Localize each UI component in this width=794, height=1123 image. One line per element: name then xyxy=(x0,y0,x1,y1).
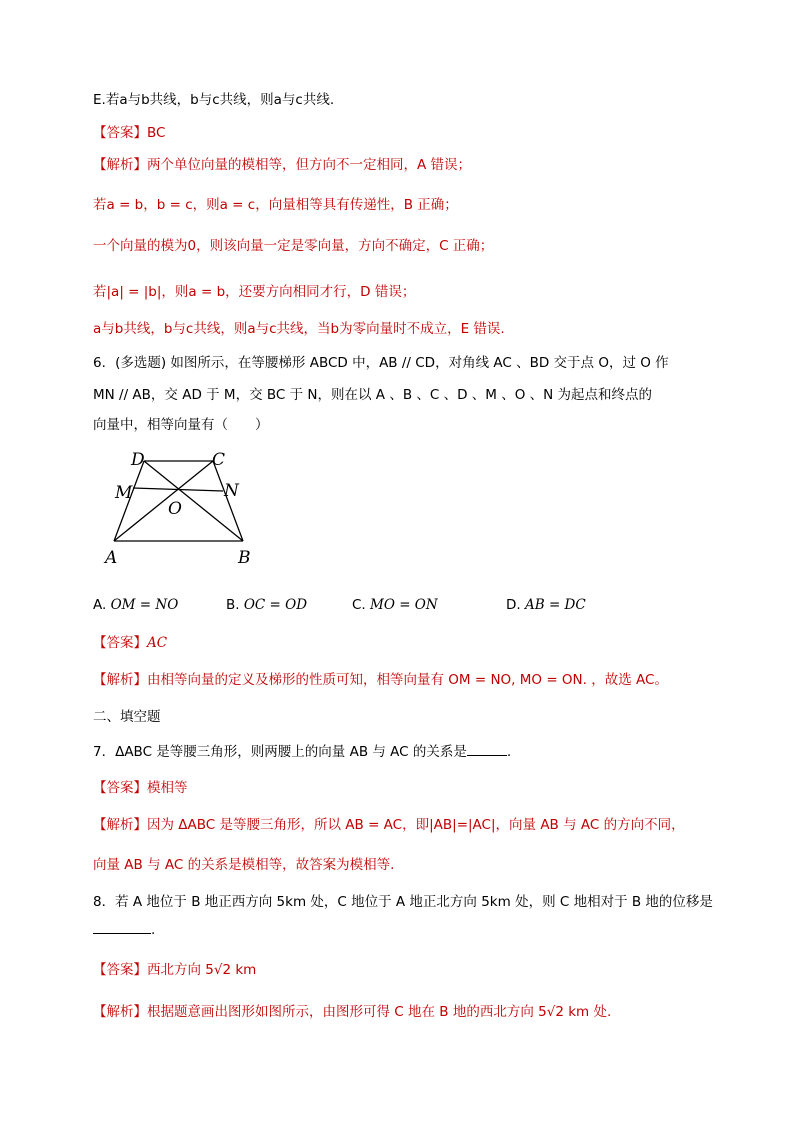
answer-label: 【答案】 xyxy=(93,962,147,978)
option-a-text: OM = NO xyxy=(110,597,179,613)
option-b-key: B. xyxy=(226,597,240,613)
analysis-5-b: 若a = b，b = c，则a = c，向量相等具有传递性，B 正确； xyxy=(93,197,458,213)
answer-5 xyxy=(93,121,165,141)
analysis-7-a xyxy=(93,813,685,833)
option-c-key: C. xyxy=(352,597,366,613)
label-a: A xyxy=(105,548,118,568)
answer-8 xyxy=(93,958,256,978)
section-heading: 二、填空题 xyxy=(93,709,161,725)
option-e-line: E.若a与b共线，b与c共线，则a与c共线. xyxy=(93,92,335,108)
analysis-label: 【解析】 xyxy=(93,672,147,688)
analysis-5-a-text: 两个单位向量的模相等，但方向不一定相同，A 错误； xyxy=(147,157,472,173)
option-c xyxy=(352,597,438,613)
q8-stem: 8．若 A 地位于 B 地正西方向 5km 处，C 地位于 A 地正北方向 5km 处，则 C 地相对于 B 地的位移是 xyxy=(93,894,713,910)
option-a-key: A. xyxy=(93,597,107,613)
analysis-5-d: 若|a| = |b|，则a = b，还要方向相同才行，D 错误； xyxy=(93,284,416,300)
q8-blank xyxy=(93,933,151,934)
q7-stem-text: 7．ΔABC 是等腰三角形，则两腰上的向量 AB 与 AC 的关系是 xyxy=(93,744,467,760)
answer-7 xyxy=(93,776,188,796)
label-n: N xyxy=(224,481,239,501)
analysis-8 xyxy=(93,1000,611,1020)
answer-label: 【答案】 xyxy=(93,125,147,141)
q7-stem: 7．ΔABC 是等腰三角形，则两腰上的向量 AB 与 AC 的关系是 . xyxy=(93,744,512,760)
label-m: M xyxy=(115,483,133,503)
analysis-5-e: a与b共线，b与c共线，则a与c共线，当b为零向量时不成立，E 错误. xyxy=(93,321,505,337)
analysis-6 xyxy=(93,668,668,688)
label-d: D xyxy=(131,450,145,470)
label-b: B xyxy=(238,548,251,568)
q8-blank-line: . xyxy=(93,922,155,938)
answer-5-value: BC xyxy=(147,125,166,141)
option-b-text: OC = OD xyxy=(243,597,308,613)
answer-8-value: 西北方向 5√2 km xyxy=(147,962,257,978)
q7-blank xyxy=(467,755,507,756)
q6-stem-2: MN // AB，交 AD 于 M，交 BC 于 N，则在以 A 、B 、C 、D 、M 、O 、N 为起点和终点的 xyxy=(93,387,653,403)
analysis-6-text: 由相等向量的定义及梯形的性质可知，相等向量有 OM = NO, MO = ON. ，故选 AC。 xyxy=(147,672,668,688)
analysis-8-text: 根据题意画出图形如图所示，由图形可得 C 地在 B 地的西北方向 5√2 km 处. xyxy=(147,1004,612,1020)
option-d-key: D. xyxy=(506,597,521,613)
answer-label: 【答案】 xyxy=(93,780,147,796)
analysis-5-c: 一个向量的模为0，则该向量一定是零向量，方向不确定，C 正确； xyxy=(93,238,494,254)
trapezoid-figure xyxy=(100,445,270,570)
answer-7-value: 模相等 xyxy=(147,780,188,796)
option-c-text: MO = ON xyxy=(370,597,438,613)
option-d-text: AB = DC xyxy=(524,597,586,613)
label-o: O xyxy=(168,499,182,519)
analysis-5-a xyxy=(93,153,471,173)
option-d xyxy=(506,597,586,613)
option-a xyxy=(93,597,178,613)
q6-stem-1: 6．(多选题) 如图所示，在等腰梯形 ABCD 中，AB // CD，对角线 AC 、BD 交于点 O，过 O 作 xyxy=(93,355,669,371)
answer-label: 【答案】 xyxy=(93,635,147,651)
analysis-label: 【解析】 xyxy=(93,157,147,173)
analysis-7-a-text: 因为 ΔABC 是等腰三角形，所以 AB = AC，即|AB|=|AC|，向量 AB 与 AC 的方向不同， xyxy=(147,817,685,833)
analysis-7-b: 向量 AB 与 AC 的关系是模相等，故答案为模相等. xyxy=(93,857,395,873)
analysis-label: 【解析】 xyxy=(93,1004,147,1020)
analysis-label: 【解析】 xyxy=(93,817,147,833)
q6-stem-3: 向量中，相等向量有（ ） xyxy=(93,417,269,433)
answer-6-value: AC xyxy=(147,635,168,651)
answer-6 xyxy=(93,631,167,651)
option-b xyxy=(226,597,307,613)
label-c: C xyxy=(212,450,226,470)
